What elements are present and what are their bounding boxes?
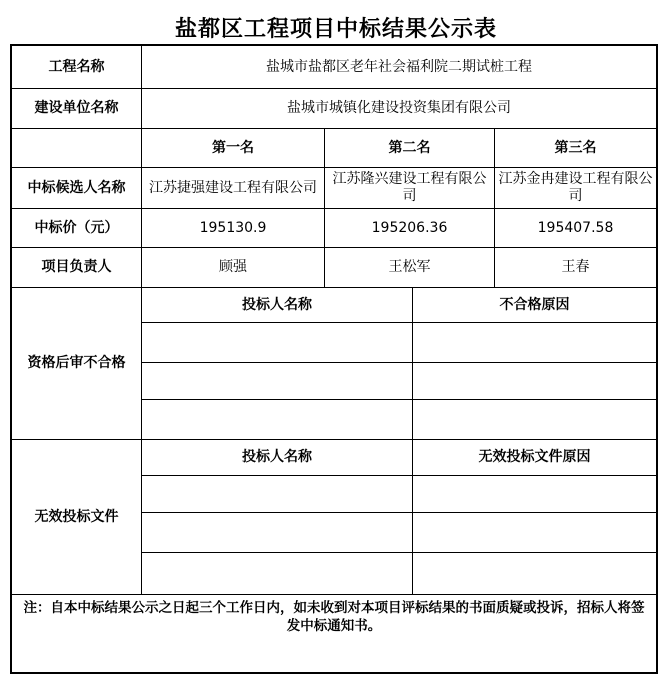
candidates-label: 中标候选人名称 bbox=[12, 168, 142, 208]
leader-2: 王松军 bbox=[325, 248, 495, 287]
invalid-bidder-header: 投标人名称 bbox=[142, 440, 413, 475]
candidates-row bbox=[12, 168, 656, 209]
unqualified-section-label: 资格后审不合格 bbox=[12, 288, 142, 439]
project-name-label: 工程名称 bbox=[12, 46, 142, 88]
unqualified-empty-row bbox=[142, 363, 656, 400]
unqualified-reason-header: 不合格原因 bbox=[499, 296, 570, 313]
invalid-reason-cell bbox=[413, 513, 656, 552]
invalid-bidder-cell bbox=[142, 513, 413, 552]
bid-result-table bbox=[10, 44, 658, 674]
note-text: 注：自本中标结果公示之日起三个工作日内，如未收到对本项目评标结果的书面质疑或投诉，招标人将签发中标通知书。 bbox=[23, 600, 645, 635]
invalid-empty-row bbox=[142, 553, 656, 594]
invalid-bidder-cell bbox=[142, 553, 413, 594]
unqualified-reason-cell bbox=[413, 323, 656, 362]
invalid-reason-header: 无效投标文件原因 bbox=[478, 449, 591, 466]
invalid-section-label: 无效投标文件 bbox=[12, 440, 142, 594]
unqualified-reason-cell bbox=[413, 400, 656, 439]
note-row bbox=[12, 595, 656, 672]
rank-2-header: 第二名 bbox=[325, 129, 495, 167]
unqualified-bidder-cell bbox=[142, 400, 413, 439]
unqualified-subgrid bbox=[142, 288, 656, 439]
candidate-3: 江苏金冉建设工程有限公司 bbox=[498, 171, 653, 204]
project-name-value: 盐城市盐都区老年社会福利院二期试桩工程 bbox=[266, 58, 532, 75]
unqualified-reason-cell bbox=[413, 363, 656, 399]
invalid-section bbox=[12, 440, 656, 595]
unqualified-bidder-header: 投标人名称 bbox=[142, 288, 413, 322]
price-row bbox=[12, 209, 656, 248]
rank-3-header: 第三名 bbox=[554, 139, 597, 156]
invalid-empty-row bbox=[142, 476, 656, 513]
invalid-bidder-cell bbox=[142, 476, 413, 512]
unqualified-header-row bbox=[142, 288, 656, 323]
leader-label: 项目负责人 bbox=[12, 248, 142, 287]
unqualified-empty-row bbox=[142, 323, 656, 363]
page-title: 盐都区工程项目中标结果公示表 bbox=[174, 17, 497, 42]
price-label: 中标价（元） bbox=[12, 209, 142, 247]
candidate-1: 江苏捷强建设工程有限公司 bbox=[142, 168, 325, 208]
candidate-2: 江苏隆兴建设工程有限公司 bbox=[325, 168, 495, 208]
owner-value: 盐城市城镇化建设投资集团有限公司 bbox=[287, 100, 511, 117]
unqualified-empty-row bbox=[142, 400, 656, 439]
invalid-empty-row bbox=[142, 513, 656, 553]
owner-row bbox=[12, 89, 656, 129]
leader-row bbox=[12, 248, 656, 288]
unqualified-bidder-cell bbox=[142, 323, 413, 362]
leader-1: 顾强 bbox=[142, 248, 325, 287]
invalid-header-row bbox=[142, 440, 656, 476]
unqualified-bidder-cell bbox=[142, 363, 413, 399]
invalid-subgrid bbox=[142, 440, 656, 594]
price-1: 195130.9 bbox=[142, 209, 325, 247]
rank-header-row bbox=[12, 129, 656, 168]
invalid-reason-cell bbox=[413, 553, 656, 594]
invalid-reason-cell bbox=[413, 476, 656, 512]
unqualified-section bbox=[12, 288, 656, 440]
price-2: 195206.36 bbox=[325, 209, 495, 247]
owner-label: 建设单位名称 bbox=[12, 89, 142, 128]
price-3: 195407.58 bbox=[537, 219, 614, 236]
rank-1-header: 第一名 bbox=[142, 129, 325, 167]
leader-3: 王春 bbox=[561, 259, 590, 276]
rank-corner-empty-cell bbox=[12, 129, 142, 167]
project-name-row bbox=[12, 46, 656, 89]
